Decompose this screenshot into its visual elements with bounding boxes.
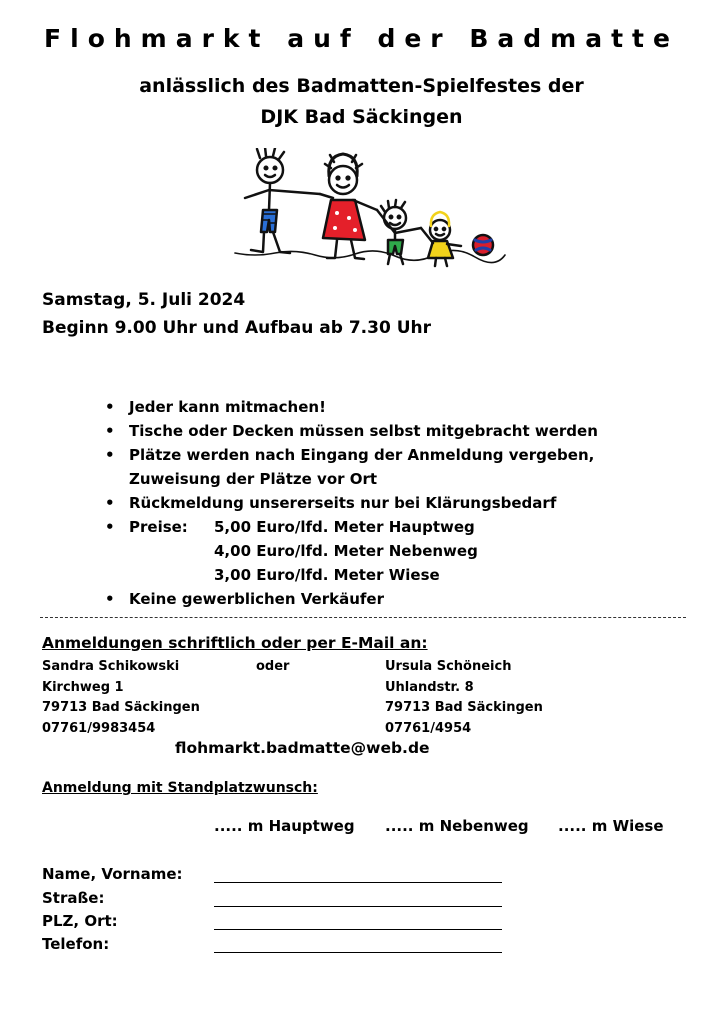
price-side-path: 4,00 Euro/lfd. Meter Nebenweg — [214, 542, 478, 560]
family-holding-hands-icon — [225, 148, 515, 273]
name-label: Name, Vorname: — [42, 865, 183, 883]
phone-label: Telefon: — [42, 935, 110, 953]
bullet-icon: • — [105, 494, 115, 512]
bullet-icon: • — [105, 398, 115, 416]
list-item-text: Plätze werden nach Eingang der Anmeldung vergeben, — [129, 446, 595, 464]
list-item — [105, 419, 598, 443]
cut-line-divider — [40, 617, 686, 618]
name-field[interactable] — [214, 882, 502, 883]
list-item-text: Jeder kann mitmachen! — [129, 398, 326, 416]
contact-2-name: Ursula Schöneich — [385, 659, 512, 674]
city-field[interactable] — [214, 929, 502, 930]
contact-1-phone: 07761/9983454 — [42, 720, 156, 736]
list-item — [105, 491, 598, 515]
stand-wish-meadow[interactable]: ..... m Wiese — [558, 817, 664, 835]
subtitle-line-1: anlässlich des Badmatten-Spielfestes der — [139, 75, 584, 97]
list-item — [105, 587, 598, 611]
price-main-path: 5,00 Euro/lfd. Meter Hauptweg — [214, 518, 475, 536]
bullet-icon: • — [105, 446, 115, 464]
stand-wish-side-path[interactable]: ..... m Nebenweg — [385, 817, 529, 835]
contact-2-city: 79713 Bad Säckingen — [385, 700, 543, 715]
contact-2 — [385, 657, 543, 739]
list-item-text: Tische oder Decken müssen selbst mitgebracht werden — [129, 422, 598, 440]
page-title: Flohmarkt auf der Badmatte — [44, 24, 679, 53]
list-item-text: Zuweisung der Plätze vor Ort — [129, 470, 378, 488]
subtitle-line-2: DJK Bad Säckingen — [260, 106, 463, 128]
prices-label: Preise: — [129, 518, 188, 536]
phone-field[interactable] — [214, 952, 502, 953]
registration-heading: Anmeldungen schriftlich oder per E-Mail an: — [42, 634, 428, 652]
contact-1-name: Sandra Schikowski — [42, 659, 180, 674]
contact-1-street: Kirchweg 1 — [42, 679, 124, 695]
street-label: Straße: — [42, 889, 105, 907]
info-list — [105, 395, 598, 611]
event-date: Samstag, 5. Juli 2024 — [42, 290, 246, 310]
list-item — [105, 395, 598, 419]
list-item-text: Rückmeldung unsererseits nur bei Klärungsbedarf — [129, 494, 557, 512]
list-item — [105, 443, 598, 491]
bullet-icon: • — [105, 590, 115, 608]
contact-1 — [42, 657, 200, 739]
bullet-icon: • — [105, 518, 115, 536]
email-address[interactable]: flohmarkt.badmatte@web.de — [175, 739, 430, 757]
contact-or: oder — [256, 659, 290, 674]
contact-2-phone: 07761/4954 — [385, 720, 472, 736]
list-item-prices — [105, 515, 598, 587]
bullet-icon: • — [105, 422, 115, 440]
list-item-text: Keine gewerblichen Verkäufer — [129, 590, 384, 608]
price-meadow: 3,00 Euro/lfd. Meter Wiese — [214, 566, 440, 584]
contact-1-city: 79713 Bad Säckingen — [42, 700, 200, 715]
contact-2-street: Uhlandstr. 8 — [385, 679, 474, 695]
stand-wish-main-path[interactable]: ..... m Hauptweg — [214, 817, 355, 835]
stand-wish-heading: Anmeldung mit Standplatzwunsch: — [42, 780, 318, 796]
event-times: Beginn 9.00 Uhr und Aufbau ab 7.30 Uhr — [42, 318, 431, 338]
city-label: PLZ, Ort: — [42, 912, 118, 930]
street-field[interactable] — [214, 906, 502, 907]
